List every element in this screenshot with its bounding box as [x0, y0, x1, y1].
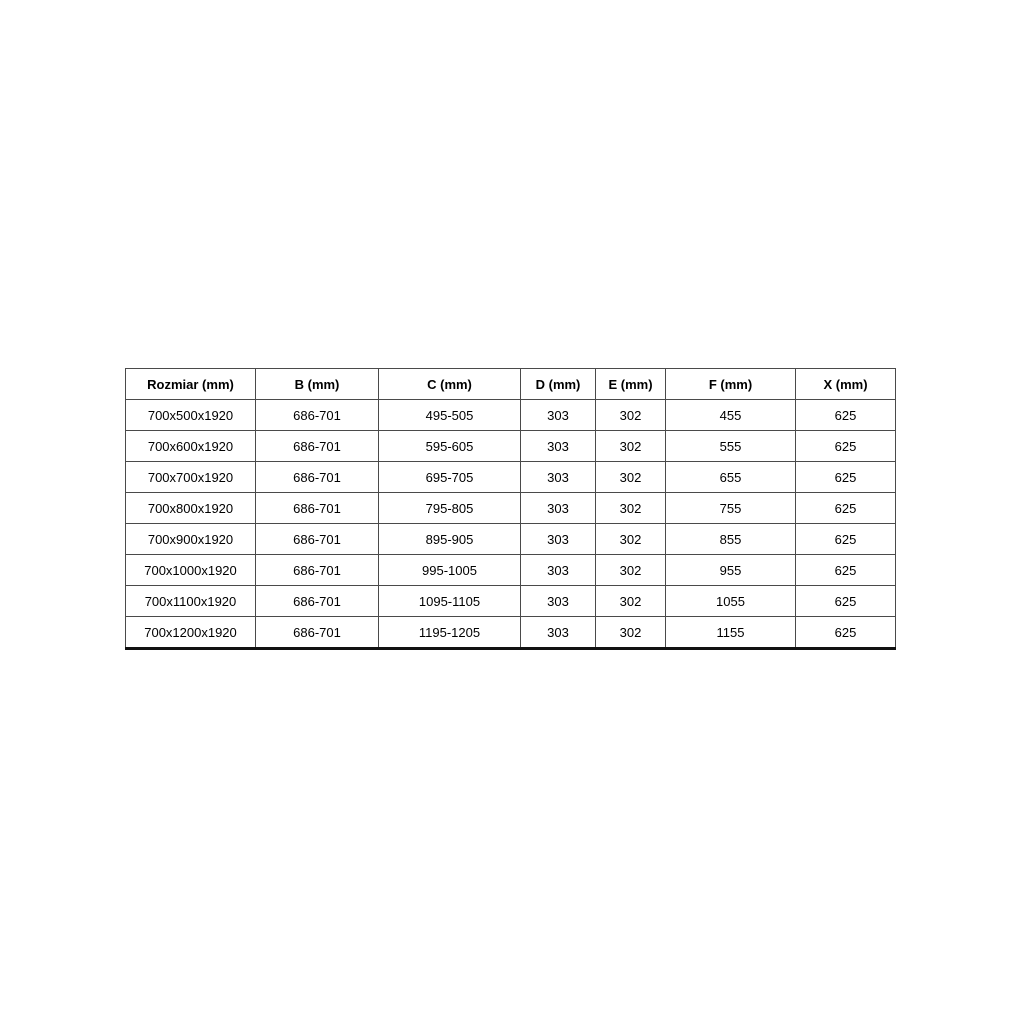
table-cell: 700x1000x1920 [126, 555, 256, 586]
table-cell: 302 [596, 431, 666, 462]
table-cell: 625 [796, 555, 896, 586]
table-cell: 955 [666, 555, 796, 586]
table-cell: 303 [521, 524, 596, 555]
table-cell: 303 [521, 555, 596, 586]
table-cell: 495-505 [379, 400, 521, 431]
table-cell: 625 [796, 617, 896, 649]
table-cell: 302 [596, 400, 666, 431]
table-cell: 700x700x1920 [126, 462, 256, 493]
table-cell: 555 [666, 431, 796, 462]
table-row [126, 493, 896, 524]
table-cell: 303 [521, 400, 596, 431]
table-cell: 795-805 [379, 493, 521, 524]
table-cell: 303 [521, 493, 596, 524]
column-header-0: Rozmiar (mm) [126, 369, 256, 400]
table-cell: 595-605 [379, 431, 521, 462]
table-cell: 303 [521, 617, 596, 649]
table-cell: 302 [596, 524, 666, 555]
table-cell: 1155 [666, 617, 796, 649]
column-header-2: C (mm) [379, 369, 521, 400]
table-cell: 625 [796, 493, 896, 524]
table-cell: 303 [521, 462, 596, 493]
table-cell: 686-701 [256, 431, 379, 462]
table-cell: 655 [666, 462, 796, 493]
table-cell: 625 [796, 524, 896, 555]
table-cell: 700x900x1920 [126, 524, 256, 555]
table-row [126, 462, 896, 493]
table-body [126, 400, 896, 649]
column-header-3: D (mm) [521, 369, 596, 400]
table-cell: 1055 [666, 586, 796, 617]
table-cell: 995-1005 [379, 555, 521, 586]
table-cell: 1195-1205 [379, 617, 521, 649]
table-row [126, 555, 896, 586]
table-cell: 686-701 [256, 617, 379, 649]
table-row [126, 524, 896, 555]
table-cell: 686-701 [256, 400, 379, 431]
table-cell: 1095-1105 [379, 586, 521, 617]
table-cell: 302 [596, 617, 666, 649]
table-row [126, 617, 896, 649]
column-header-5: F (mm) [666, 369, 796, 400]
table-cell: 303 [521, 431, 596, 462]
table-cell: 625 [796, 431, 896, 462]
header-row [126, 369, 896, 400]
table-cell: 700x800x1920 [126, 493, 256, 524]
table-cell: 625 [796, 462, 896, 493]
table-cell: 700x1100x1920 [126, 586, 256, 617]
table-cell: 700x500x1920 [126, 400, 256, 431]
table-header [126, 369, 896, 400]
table-cell: 303 [521, 586, 596, 617]
table-cell: 302 [596, 462, 666, 493]
table-cell: 302 [596, 586, 666, 617]
table-row [126, 400, 896, 431]
column-header-6: X (mm) [796, 369, 896, 400]
table-cell: 302 [596, 555, 666, 586]
size-spec-table [125, 368, 896, 650]
table-cell: 302 [596, 493, 666, 524]
table-cell: 625 [796, 400, 896, 431]
table-cell: 686-701 [256, 555, 379, 586]
table-cell: 755 [666, 493, 796, 524]
table-cell: 895-905 [379, 524, 521, 555]
table-row [126, 586, 896, 617]
table-row [126, 431, 896, 462]
table-cell: 855 [666, 524, 796, 555]
column-header-4: E (mm) [596, 369, 666, 400]
table-cell: 686-701 [256, 462, 379, 493]
table-cell: 625 [796, 586, 896, 617]
table-cell: 700x600x1920 [126, 431, 256, 462]
table-cell: 695-705 [379, 462, 521, 493]
table-cell: 455 [666, 400, 796, 431]
table-cell: 686-701 [256, 524, 379, 555]
table-cell: 686-701 [256, 493, 379, 524]
table-cell: 700x1200x1920 [126, 617, 256, 649]
table-cell: 686-701 [256, 586, 379, 617]
column-header-1: B (mm) [256, 369, 379, 400]
